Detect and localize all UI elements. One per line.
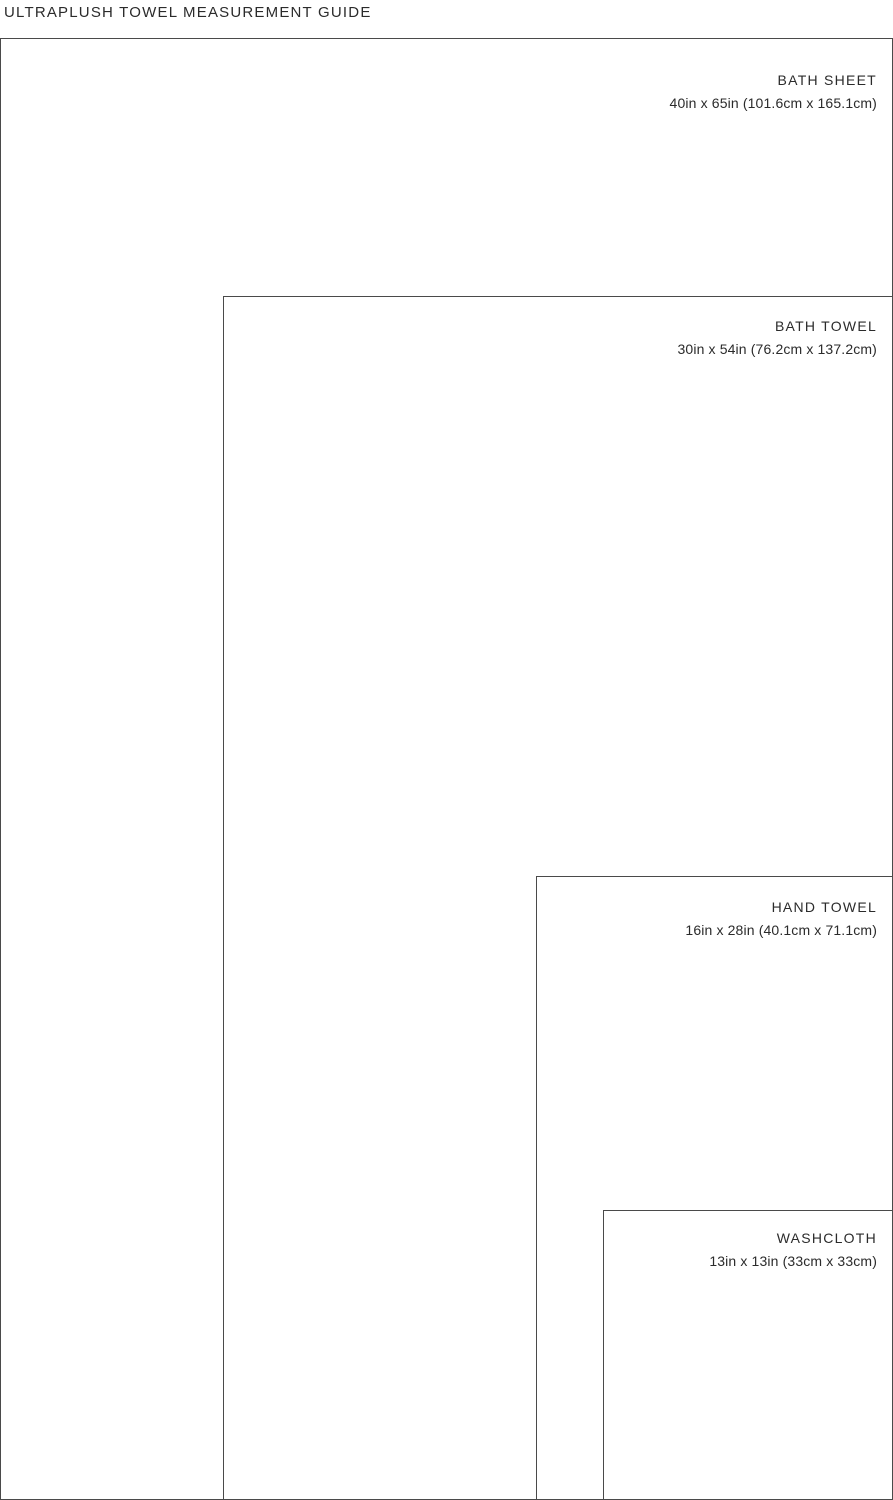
size-name-bath-towel: BATH TOWEL [774, 318, 877, 334]
page-title: ULTRAPLUSH TOWEL MEASUREMENT GUIDE [4, 4, 372, 21]
size-label-bath-towel [677, 316, 877, 360]
size-name-hand-towel: HAND TOWEL [771, 899, 877, 915]
size-label-hand-towel [685, 897, 877, 941]
size-label-bath-sheet [670, 70, 877, 114]
size-name-bath-sheet: BATH SHEET [777, 72, 877, 88]
size-dims-bath-sheet: 40in x 65in (101.6cm x 165.1cm) [669, 95, 877, 112]
size-dims-washcloth: 13in x 13in (33cm x 33cm) [709, 1253, 877, 1270]
size-dims-hand-towel: 16in x 28in (40.1cm x 71.1cm) [685, 922, 877, 939]
size-name-washcloth: WASHCLOTH [776, 1230, 877, 1246]
size-dims-bath-towel: 30in x 54in (76.2cm x 137.2cm) [677, 341, 877, 358]
size-label-washcloth [709, 1228, 877, 1272]
